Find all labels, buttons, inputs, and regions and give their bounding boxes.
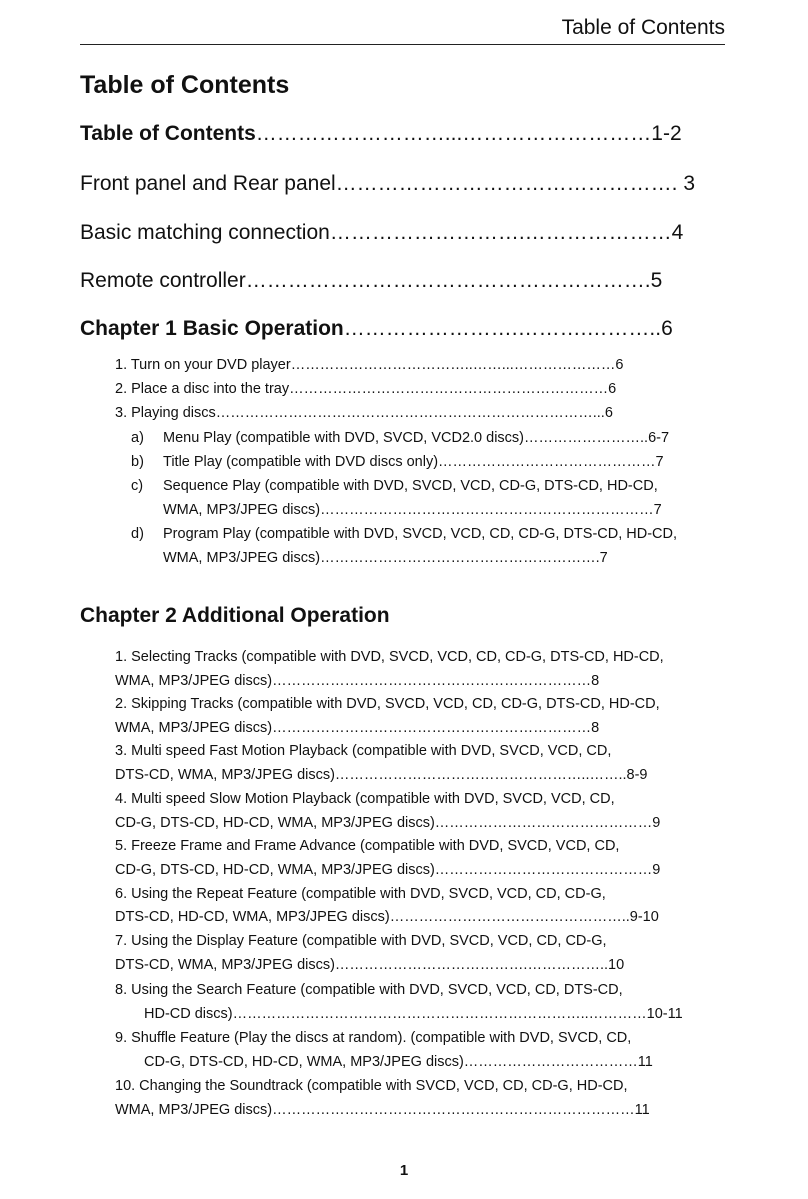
page-number: 1 (399, 1162, 409, 1179)
toc-subentry-continued[interactable]: CD-G, DTS-CD, HD-CD, WMA, MP3/JPEG discs)………………………………11 (144, 1054, 653, 1070)
toc-subentry[interactable]: 5. Freeze Frame and Frame Advance (compatible with DVD, SVCD, VCD, CD, (115, 838, 620, 854)
toc-subentry-continued[interactable]: DTS-CD, WMA, MP3/JPEG discs)………………………………….……………..10 (115, 957, 625, 973)
toc-entry-label: Front panel and Rear panel (80, 172, 336, 195)
toc-subentry-continued[interactable]: CD-G, DTS-CD, HD-CD, WMA, MP3/JPEG discs)………………………………………9 (115, 862, 661, 878)
toc-subentry[interactable]: 10. Changing the Soundtrack (compatible with SVCD, VCD, CD, CD-G, HD-CD, (115, 1078, 628, 1094)
toc-subentry[interactable]: 9. Shuffle Feature (Play the discs at random). (compatible with DVD, SVCD, CD, (115, 1030, 632, 1046)
toc-leader-dots: …………………………………………………. (245, 269, 651, 292)
toc-page-ref: 6 (661, 317, 673, 340)
toc-subentry-continued[interactable]: HD-CD discs)………………………………………………………………..…………10-11 (144, 1006, 683, 1022)
toc-subentry-continued[interactable]: DTS-CD, WMA, MP3/JPEG discs)……………………………………………..……..8-9 (115, 767, 648, 783)
toc-subentry-continued[interactable]: WMA, MP3/JPEG discs)…………………………………………………………………11 (115, 1102, 650, 1118)
toc-subentry[interactable]: 3. Playing discs……………………………………………………………………...6 (115, 405, 613, 421)
toc-entry-chapter-1[interactable] (80, 317, 673, 341)
toc-page-ref: 3 (677, 172, 696, 195)
toc-page-ref: 1-2 (651, 122, 682, 145)
toc-leader-dots: ……………………….………………… (329, 221, 672, 244)
toc-subentry-continued[interactable]: DTS-CD, HD-CD, WMA, MP3/JPEG discs)…………………………………………..9-10 (115, 909, 659, 925)
toc-entry-table-of-contents[interactable] (80, 122, 682, 146)
toc-subentry[interactable]: 3. Multi speed Fast Motion Playback (compatible with DVD, SVCD, VCD, CD, (115, 743, 612, 759)
toc-leader-dots: …………………….……….……….. (343, 317, 662, 340)
toc-subentry[interactable]: Sequence Play (compatible with DVD, SVCD, VCD, CD-G, DTS-CD, HD-CD, (163, 478, 658, 494)
toc-subentry[interactable]: 2. Skipping Tracks (compatible with DVD, SVCD, VCD, CD, CD-G, DTS-CD, HD-CD, (115, 696, 660, 712)
toc-subentry[interactable]: Title Play (compatible with DVD discs only)………………………………………7 (163, 454, 664, 470)
toc-subentry[interactable]: Program Play (compatible with DVD, SVCD, VCD, CD, CD-G, DTS-CD, HD-CD, (163, 526, 678, 542)
toc-subentry-continued[interactable]: WMA, MP3/JPEG discs)…………………………………………………………8 (115, 673, 600, 689)
toc-entry-front-rear-panel[interactable] (80, 172, 695, 196)
toc-item-marker: a) (131, 430, 144, 446)
toc-entry-label: Basic matching connection (80, 221, 330, 244)
chapter-2-heading: Chapter 2 Additional Operation (80, 604, 390, 627)
toc-item-marker: b) (131, 454, 144, 470)
toc-subentry[interactable]: 1. Turn on your DVD player………………………………..……...…………………6 (115, 357, 624, 373)
toc-subentry-continued[interactable]: WMA, MP3/JPEG discs)………………………………………………….7 (163, 550, 608, 566)
toc-subentry[interactable]: 4. Multi speed Slow Motion Playback (compatible with DVD, SVCD, VCD, CD, (115, 791, 615, 807)
toc-entry-label: Chapter 1 Basic Operation (80, 317, 344, 340)
running-header: Table of Contents (561, 16, 725, 39)
toc-subentry[interactable]: 7. Using the Display Feature (compatible with DVD, SVCD, VCD, CD, CD-G, (115, 933, 607, 949)
toc-subentry[interactable]: 6. Using the Repeat Feature (compatible with DVD, SVCD, VCD, CD, CD-G, (115, 886, 606, 902)
toc-entry-label: Remote controller (80, 269, 246, 292)
toc-subentry-continued[interactable]: WMA, MP3/JPEG discs)……………………………………………………………7 (163, 502, 662, 518)
toc-item-marker: d) (131, 526, 144, 542)
toc-item-marker: c) (131, 478, 144, 494)
toc-page-ref: 4 (671, 221, 684, 244)
toc-subentry[interactable]: 2. Place a disc into the tray…………………………………………………………6 (115, 381, 617, 397)
toc-entry-label: Table of Contents (80, 122, 256, 145)
toc-subentry-continued[interactable]: WMA, MP3/JPEG discs)…………………………………………………………8 (115, 720, 600, 736)
page-title: Table of Contents (80, 71, 290, 99)
toc-leader-dots: …………………………………………. (335, 172, 678, 195)
toc-subentry[interactable]: 8. Using the Search Feature (compatible with DVD, SVCD, VCD, CD, DTS-CD, (115, 982, 623, 998)
toc-subentry[interactable]: 1. Selecting Tracks (compatible with DVD, SVCD, VCD, CD, CD-G, DTS-CD, HD-CD, (115, 649, 664, 665)
toc-leader-dots: ………………………...……………………… (255, 122, 652, 145)
header-rule (80, 44, 725, 45)
toc-subentry[interactable]: Menu Play (compatible with DVD, SVCD, VCD2.0 discs)……………………..6-7 (163, 430, 670, 446)
toc-entry-basic-matching-connection[interactable] (80, 221, 683, 245)
toc-entry-remote-controller[interactable] (80, 269, 662, 293)
toc-page-ref: 5 (650, 269, 663, 292)
toc-subentry-continued[interactable]: CD-G, DTS-CD, HD-CD, WMA, MP3/JPEG discs)………………………………………9 (115, 815, 661, 831)
